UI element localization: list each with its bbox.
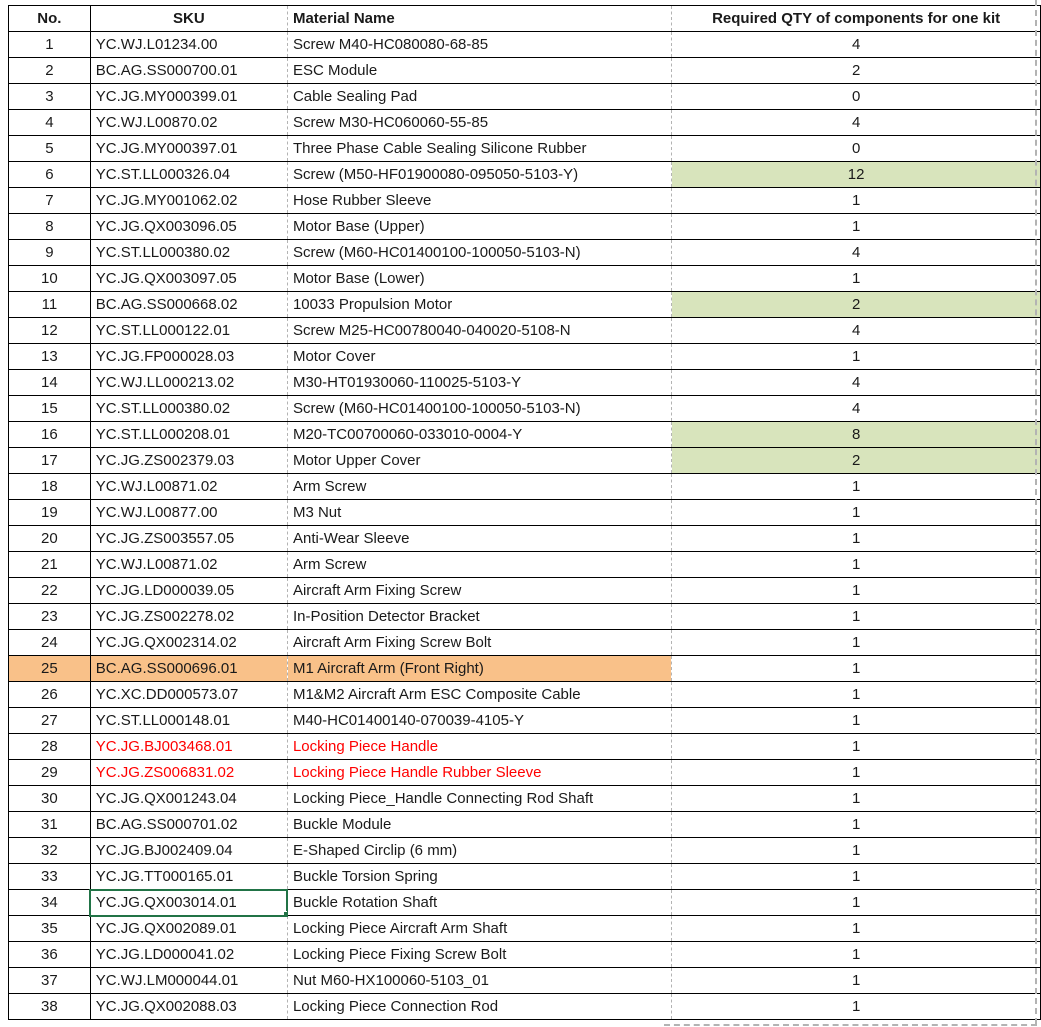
cell-no[interactable]: 13 — [9, 344, 91, 370]
table-row — [9, 58, 1041, 84]
cell-material-name[interactable]: Screw M40-HC080080-68-85 — [287, 32, 671, 58]
table-row — [9, 968, 1041, 994]
cell-qty[interactable]: 8 — [672, 422, 1041, 448]
cell-material-name[interactable]: M20-TC00700060-033010-0004-Y — [287, 422, 671, 448]
cell-no[interactable]: 12 — [9, 318, 91, 344]
cell-no[interactable]: 24 — [9, 630, 91, 656]
cell-material-name[interactable]: M1 Aircraft Arm (Front Right) — [287, 656, 671, 682]
cell-no[interactable]: 21 — [9, 552, 91, 578]
cell-qty[interactable]: 1 — [672, 188, 1041, 214]
cell-material-name[interactable]: Screw M25-HC00780040-040020-5108-N — [287, 318, 671, 344]
cell-material-name[interactable]: Hose Rubber Sleeve — [287, 188, 671, 214]
cell-material-name[interactable]: Nut M60-HX100060-5103_01 — [287, 968, 671, 994]
page-break-line-vertical — [1035, 0, 1037, 1024]
cell-sku[interactable]: YC.ST.LL000326.04 — [90, 162, 287, 188]
cell-no[interactable]: 30 — [9, 786, 91, 812]
cell-sku[interactable]: YC.JG.LD000039.05 — [90, 578, 287, 604]
cell-material-name[interactable]: Aircraft Arm Fixing Screw Bolt — [287, 630, 671, 656]
cell-no[interactable]: 8 — [9, 214, 91, 240]
cell-material-name[interactable]: Motor Upper Cover — [287, 448, 671, 474]
cell-no[interactable]: 35 — [9, 916, 91, 942]
spreadsheet-table-container — [8, 5, 1041, 1020]
cell-qty[interactable]: 1 — [672, 266, 1041, 292]
page-break-line-horizontal — [664, 1024, 1037, 1026]
cell-sku[interactable]: YC.JG.MY000397.01 — [90, 136, 287, 162]
cell-sku[interactable]: YC.JG.QX003097.05 — [90, 266, 287, 292]
cell-sku[interactable]: YC.WJ.L00870.02 — [90, 110, 287, 136]
header-cell-material-name[interactable]: Material Name — [287, 6, 671, 32]
cell-qty[interactable]: 2 — [672, 58, 1041, 84]
cell-no[interactable]: 6 — [9, 162, 91, 188]
cell-material-name[interactable]: M30-HT01930060-110025-5103-Y — [287, 370, 671, 396]
cell-no[interactable]: 34 — [9, 890, 91, 916]
cell-qty[interactable]: 1 — [672, 656, 1041, 682]
table-row — [9, 500, 1041, 526]
cell-qty[interactable]: 1 — [672, 682, 1041, 708]
cell-sku[interactable]: YC.WJ.L00877.00 — [90, 500, 287, 526]
cell-qty[interactable]: 1 — [672, 760, 1041, 786]
cell-sku[interactable]: YC.JG.QX002314.02 — [90, 630, 287, 656]
table-row — [9, 136, 1041, 162]
cell-qty[interactable]: 1 — [672, 344, 1041, 370]
cell-sku[interactable]: BC.AG.SS000701.02 — [90, 812, 287, 838]
table-row — [9, 760, 1041, 786]
cell-no[interactable]: 19 — [9, 500, 91, 526]
table-row — [9, 682, 1041, 708]
cell-no[interactable]: 7 — [9, 188, 91, 214]
cell-no[interactable]: 20 — [9, 526, 91, 552]
cell-no[interactable]: 25 — [9, 656, 91, 682]
cell-no[interactable]: 29 — [9, 760, 91, 786]
table-row — [9, 370, 1041, 396]
cell-qty[interactable]: 1 — [672, 578, 1041, 604]
cell-no[interactable]: 36 — [9, 942, 91, 968]
table-row — [9, 110, 1041, 136]
cell-qty[interactable]: 1 — [672, 812, 1041, 838]
table-row — [9, 812, 1041, 838]
cell-qty[interactable]: 1 — [672, 552, 1041, 578]
bom-table — [8, 5, 1041, 1020]
cell-qty[interactable]: 4 — [672, 396, 1041, 422]
table-row — [9, 734, 1041, 760]
table-row — [9, 292, 1041, 318]
table-row — [9, 396, 1041, 422]
table-row — [9, 916, 1041, 942]
cell-sku[interactable]: BC.AG.SS000668.02 — [90, 292, 287, 318]
header-cell-required-qty[interactable]: Required QTY of components for one kit — [672, 6, 1041, 32]
cell-material-name[interactable]: Motor Cover — [287, 344, 671, 370]
cell-qty[interactable]: 2 — [672, 292, 1041, 318]
cell-material-name[interactable]: Locking Piece Aircraft Arm Shaft — [287, 916, 671, 942]
table-row — [9, 84, 1041, 110]
cell-no[interactable]: 32 — [9, 838, 91, 864]
cell-no[interactable]: 9 — [9, 240, 91, 266]
cell-no[interactable]: 37 — [9, 968, 91, 994]
cell-qty[interactable]: 4 — [672, 32, 1041, 58]
cell-material-name[interactable]: Buckle Torsion Spring — [287, 864, 671, 890]
cell-sku[interactable]: YC.WJ.L00871.02 — [90, 552, 287, 578]
cell-material-name[interactable]: Arm Screw — [287, 552, 671, 578]
table-row — [9, 474, 1041, 500]
cell-qty[interactable]: 1 — [672, 786, 1041, 812]
cell-material-name[interactable]: M1&M2 Aircraft Arm ESC Composite Cable — [287, 682, 671, 708]
cell-qty[interactable]: 1 — [672, 942, 1041, 968]
cell-no[interactable]: 28 — [9, 734, 91, 760]
fill-handle[interactable] — [283, 911, 288, 916]
cell-qty[interactable]: 4 — [672, 370, 1041, 396]
cell-sku[interactable]: YC.JG.ZS006831.02 — [90, 760, 287, 786]
cell-material-name[interactable]: M40-HC01400140-070039-4105-Y — [287, 708, 671, 734]
cell-qty[interactable]: 4 — [672, 240, 1041, 266]
table-row — [9, 318, 1041, 344]
cell-sku[interactable]: YC.JG.ZS002278.02 — [90, 604, 287, 630]
cell-no[interactable]: 17 — [9, 448, 91, 474]
cell-qty[interactable]: 1 — [672, 968, 1041, 994]
cell-sku[interactable]: YC.WJ.L01234.00 — [90, 32, 287, 58]
cell-qty[interactable]: 1 — [672, 864, 1041, 890]
cell-no[interactable]: 4 — [9, 110, 91, 136]
cell-no[interactable]: 10 — [9, 266, 91, 292]
cell-qty[interactable]: 0 — [672, 84, 1041, 110]
cell-qty[interactable]: 2 — [672, 448, 1041, 474]
cell-sku[interactable]: YC.WJ.L00871.02 — [90, 474, 287, 500]
cell-material-name[interactable]: Screw (M60-HC01400100-100050-5103-N) — [287, 240, 671, 266]
cell-no[interactable]: 26 — [9, 682, 91, 708]
cell-material-name[interactable]: Locking Piece Handle — [287, 734, 671, 760]
cell-qty[interactable]: 1 — [672, 838, 1041, 864]
table-row — [9, 838, 1041, 864]
cell-qty[interactable]: 1 — [672, 890, 1041, 916]
cell-material-name[interactable]: Locking Piece Handle Rubber Sleeve — [287, 760, 671, 786]
cell-sku[interactable]: YC.ST.LL000122.01 — [90, 318, 287, 344]
cell-qty[interactable]: 4 — [672, 318, 1041, 344]
cell-sku[interactable]: YC.ST.LL000208.01 — [90, 422, 287, 448]
cell-qty[interactable]: 1 — [672, 630, 1041, 656]
cell-material-name[interactable]: Arm Screw — [287, 474, 671, 500]
table-row — [9, 604, 1041, 630]
cell-sku[interactable]: YC.WJ.LM000044.01 — [90, 968, 287, 994]
table-row — [9, 422, 1041, 448]
table-row — [9, 32, 1041, 58]
cell-no[interactable]: 14 — [9, 370, 91, 396]
cell-no[interactable]: 23 — [9, 604, 91, 630]
table-row — [9, 630, 1041, 656]
table-row — [9, 188, 1041, 214]
table-row — [9, 656, 1041, 682]
cell-sku[interactable]: YC.JG.MY001062.02 — [90, 188, 287, 214]
cell-no[interactable]: 27 — [9, 708, 91, 734]
table-row — [9, 708, 1041, 734]
cell-qty[interactable]: 1 — [672, 994, 1041, 1020]
table-body — [9, 32, 1041, 1020]
cell-sku[interactable]: BC.AG.SS000700.01 — [90, 58, 287, 84]
cell-qty[interactable]: 0 — [672, 136, 1041, 162]
cell-material-name[interactable]: Motor Base (Lower) — [287, 266, 671, 292]
cell-sku[interactable]: YC.ST.LL000380.02 — [90, 240, 287, 266]
table-row — [9, 526, 1041, 552]
cell-no[interactable]: 15 — [9, 396, 91, 422]
table-row — [9, 448, 1041, 474]
cell-material-name[interactable]: 10033 Propulsion Motor — [287, 292, 671, 318]
cell-qty[interactable]: 1 — [672, 500, 1041, 526]
table-row — [9, 942, 1041, 968]
cell-material-name[interactable]: Anti-Wear Sleeve — [287, 526, 671, 552]
header-cell-no[interactable]: No. — [9, 6, 91, 32]
cell-sku[interactable]: YC.XC.DD000573.07 — [90, 682, 287, 708]
header-row — [9, 6, 1041, 32]
table-row — [9, 578, 1041, 604]
cell-sku[interactable]: BC.AG.SS000696.01 — [90, 656, 287, 682]
cell-material-name[interactable]: Cable Sealing Pad — [287, 84, 671, 110]
cell-material-name[interactable]: Three Phase Cable Sealing Silicone Rubber — [287, 136, 671, 162]
cell-material-name[interactable]: Locking Piece Fixing Screw Bolt — [287, 942, 671, 968]
cell-sku[interactable]: YC.JG.QX002089.01 — [90, 916, 287, 942]
table-row — [9, 890, 1041, 916]
cell-sku[interactable]: YC.JG.ZS003557.05 — [90, 526, 287, 552]
cell-material-name[interactable]: Screw M30-HC060060-55-85 — [287, 110, 671, 136]
header-cell-sku[interactable]: SKU — [90, 6, 287, 32]
cell-qty[interactable]: 1 — [672, 604, 1041, 630]
table-row — [9, 994, 1041, 1020]
cell-sku[interactable]: YC.JG.BJ002409.04 — [90, 838, 287, 864]
cell-material-name[interactable]: Buckle Rotation Shaft — [287, 890, 671, 916]
cell-no[interactable]: 5 — [9, 136, 91, 162]
cell-no[interactable]: 16 — [9, 422, 91, 448]
cell-material-name[interactable]: Buckle Module — [287, 812, 671, 838]
cell-qty[interactable]: 4 — [672, 110, 1041, 136]
cell-material-name[interactable]: Screw (M60-HC01400100-100050-5103-N) — [287, 396, 671, 422]
cell-no[interactable]: 3 — [9, 84, 91, 110]
table-row — [9, 266, 1041, 292]
cell-sku[interactable]: YC.JG.QX003096.05 — [90, 214, 287, 240]
cell-no[interactable]: 1 — [9, 32, 91, 58]
cell-sku[interactable]: YC.JG.TT000165.01 — [90, 864, 287, 890]
cell-sku[interactable]: YC.JG.FP000028.03 — [90, 344, 287, 370]
cell-sku[interactable]: YC.JG.LD000041.02 — [90, 942, 287, 968]
cell-material-name[interactable]: ESC Module — [287, 58, 671, 84]
table-row — [9, 864, 1041, 890]
cell-qty[interactable]: 1 — [672, 916, 1041, 942]
cell-material-name[interactable]: Screw (M50-HF01900080-095050-5103-Y) — [287, 162, 671, 188]
cell-no[interactable]: 22 — [9, 578, 91, 604]
cell-qty[interactable]: 1 — [672, 708, 1041, 734]
cell-material-name[interactable]: E-Shaped Circlip (6 mm) — [287, 838, 671, 864]
cell-sku[interactable]: YC.JG.BJ003468.01 — [90, 734, 287, 760]
cell-no[interactable]: 2 — [9, 58, 91, 84]
cell-sku[interactable]: YC.JG.ZS002379.03 — [90, 448, 287, 474]
cell-no[interactable]: 38 — [9, 994, 91, 1020]
selected-cell-sku[interactable]: YC.JG.QX003014.01 — [90, 890, 287, 916]
cell-material-name[interactable]: Locking Piece Connection Rod — [287, 994, 671, 1020]
table-row — [9, 162, 1041, 188]
table-row — [9, 786, 1041, 812]
cell-material-name[interactable]: Motor Base (Upper) — [287, 214, 671, 240]
cell-material-name[interactable]: Locking Piece_Handle Connecting Rod Shaft — [287, 786, 671, 812]
cell-sku[interactable]: YC.ST.LL000148.01 — [90, 708, 287, 734]
cell-no[interactable]: 18 — [9, 474, 91, 500]
cell-no[interactable]: 33 — [9, 864, 91, 890]
table-row — [9, 552, 1041, 578]
table-row — [9, 344, 1041, 370]
cell-sku[interactable]: YC.WJ.LL000213.02 — [90, 370, 287, 396]
cell-sku[interactable]: YC.JG.QX002088.03 — [90, 994, 287, 1020]
table-row — [9, 214, 1041, 240]
cell-sku[interactable]: YC.JG.MY000399.01 — [90, 84, 287, 110]
cell-no[interactable]: 11 — [9, 292, 91, 318]
cell-qty[interactable]: 12 — [672, 162, 1041, 188]
cell-qty[interactable]: 1 — [672, 214, 1041, 240]
cell-qty[interactable]: 1 — [672, 474, 1041, 500]
cell-material-name[interactable]: Aircraft Arm Fixing Screw — [287, 578, 671, 604]
cell-qty[interactable]: 1 — [672, 734, 1041, 760]
cell-sku[interactable]: YC.ST.LL000380.02 — [90, 396, 287, 422]
cell-material-name[interactable]: In-Position Detector Bracket — [287, 604, 671, 630]
cell-qty[interactable]: 1 — [672, 526, 1041, 552]
cell-material-name[interactable]: M3 Nut — [287, 500, 671, 526]
cell-sku[interactable]: YC.JG.QX001243.04 — [90, 786, 287, 812]
table-row — [9, 240, 1041, 266]
cell-no[interactable]: 31 — [9, 812, 91, 838]
